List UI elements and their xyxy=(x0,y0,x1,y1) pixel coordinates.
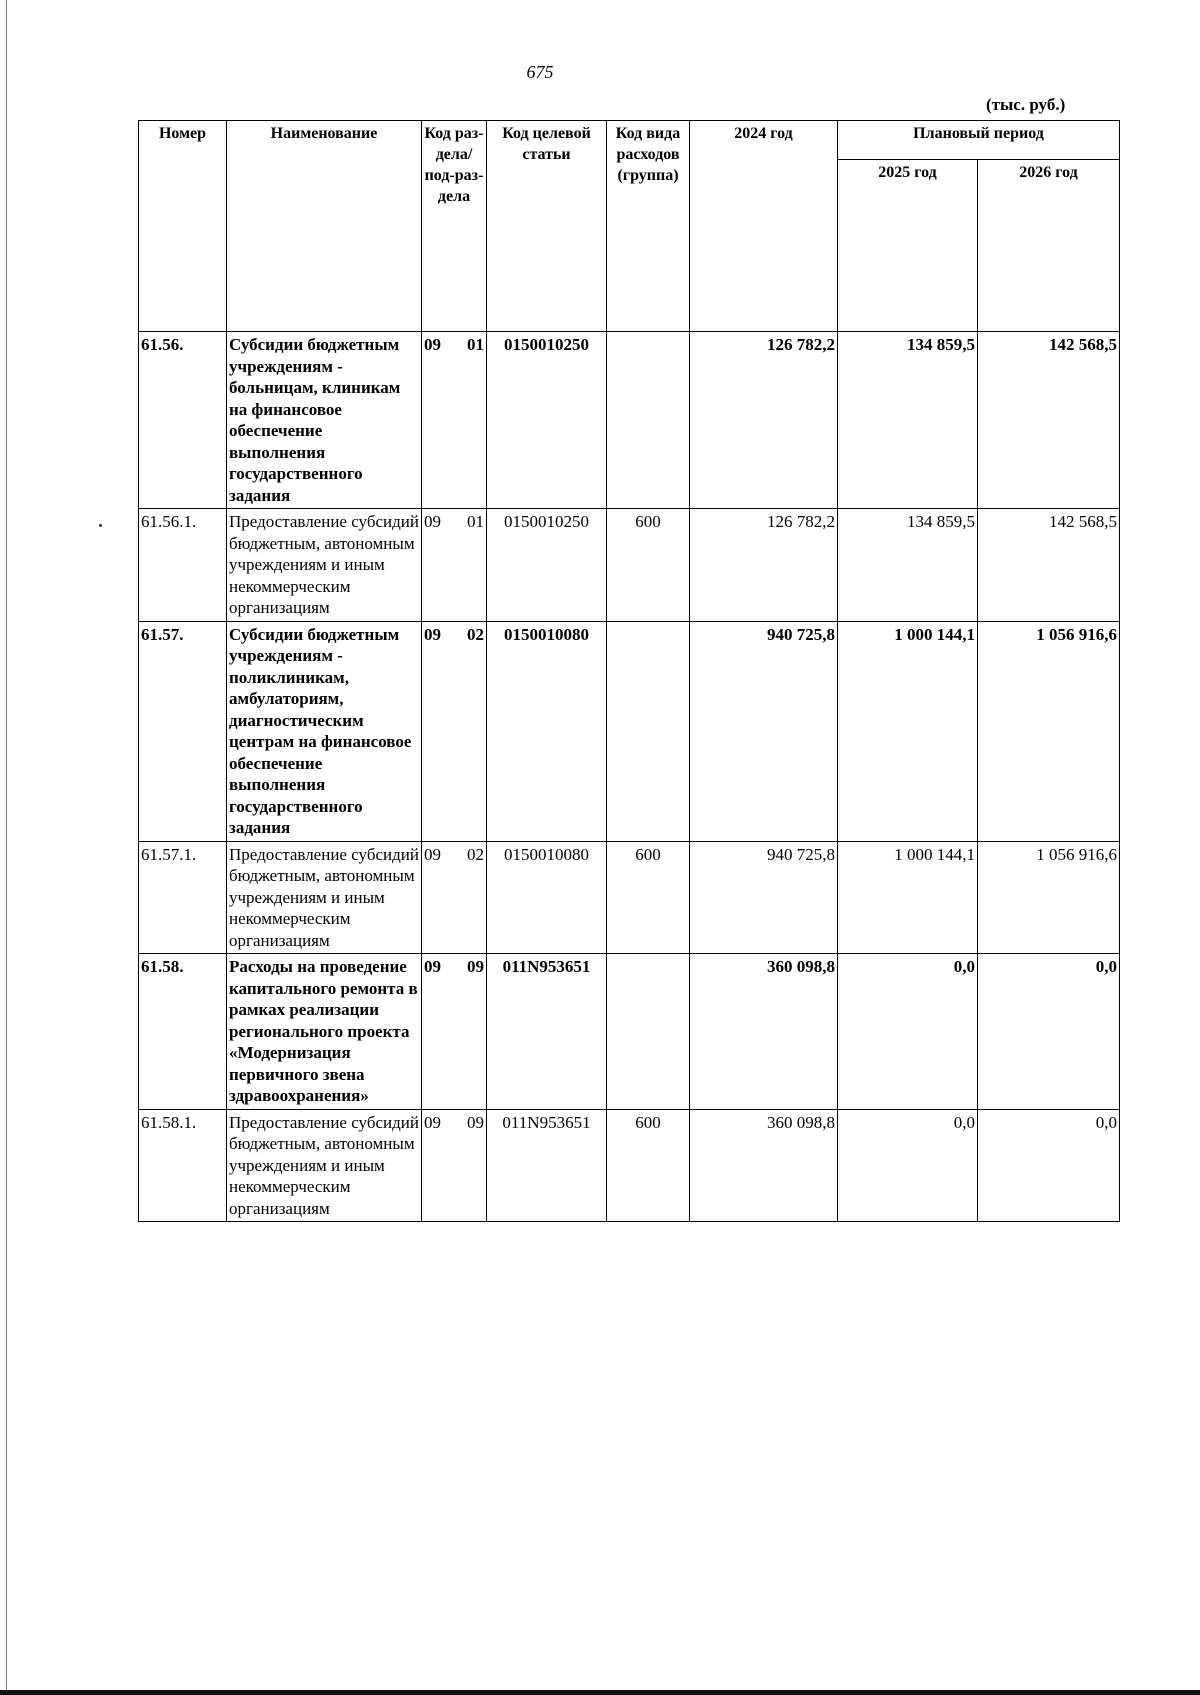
row-subsection: 09 xyxy=(467,957,484,976)
table-row xyxy=(139,332,1120,509)
row-target-code: 0150010080 xyxy=(487,621,607,841)
row-section-code xyxy=(422,954,487,1110)
row-2024: 360 098,8 xyxy=(690,1109,838,1222)
row-2025: 1 000 144,1 xyxy=(838,621,978,841)
row-section-code xyxy=(422,1109,487,1222)
row-section: 09 xyxy=(424,624,441,644)
row-2025: 1 000 144,1 xyxy=(838,841,978,954)
units-label: (тыс. руб.) xyxy=(986,95,1066,114)
budget-table xyxy=(138,120,1120,1222)
row-name: Предоставление субсидий бюджетным, автономным учреждениям и иным некоммерческим организациям xyxy=(227,509,422,622)
row-section-code xyxy=(422,621,487,841)
scan-artifact-dot xyxy=(99,524,102,527)
header-2024: 2024 год xyxy=(690,121,838,332)
row-name: Субсидии бюджетным учреждениям - больницам, клиникам на финансовое обеспечение выполнения государственного задания xyxy=(227,332,422,509)
table-row xyxy=(139,621,1120,841)
row-number: 61.58. xyxy=(139,954,227,1110)
row-subsection: 02 xyxy=(467,624,484,644)
row-name: Предоставление субсидий бюджетным, автономным учреждениям и иным некоммерческим организациям xyxy=(227,1109,422,1222)
row-section-code xyxy=(422,509,487,622)
row-name: Предоставление субсидий бюджетным, автономным учреждениям и иным некоммерческим организациям xyxy=(227,841,422,954)
table-body xyxy=(139,332,1120,1222)
row-section-code xyxy=(422,841,487,954)
row-expense-type xyxy=(607,621,690,841)
row-2025: 134 859,5 xyxy=(838,509,978,622)
header-planned-period: Плановый период xyxy=(838,121,1120,160)
row-subsection: 01 xyxy=(467,335,484,354)
row-subsection: 01 xyxy=(467,512,484,531)
row-number: 61.57. xyxy=(139,621,227,841)
row-expense-type: 600 xyxy=(607,509,690,622)
row-section: 09 xyxy=(424,844,441,864)
row-number: 61.57.1. xyxy=(139,841,227,954)
row-expense-type xyxy=(607,954,690,1110)
row-2026: 142 568,5 xyxy=(978,332,1120,509)
row-target-code: 0150010250 xyxy=(487,509,607,622)
row-2025: 0,0 xyxy=(838,1109,978,1222)
table-row xyxy=(139,954,1120,1110)
row-2025: 0,0 xyxy=(838,954,978,1110)
header-section-code: Код раз-дела/ под-раз-дела xyxy=(422,121,487,332)
row-section: 09 xyxy=(424,957,441,976)
page-number: 675 xyxy=(526,62,554,82)
row-subsection: 09 xyxy=(467,1112,484,1132)
row-2025: 134 859,5 xyxy=(838,332,978,509)
row-2024: 940 725,8 xyxy=(690,621,838,841)
header-target-code: Код целевой статьи xyxy=(487,121,607,332)
row-2026: 1 056 916,6 xyxy=(978,841,1120,954)
row-2024: 126 782,2 xyxy=(690,509,838,622)
row-2026: 142 568,5 xyxy=(978,509,1120,622)
row-2026: 1 056 916,6 xyxy=(978,621,1120,841)
row-2026: 0,0 xyxy=(978,1109,1120,1222)
table-row xyxy=(139,1109,1120,1222)
header-number: Номер xyxy=(139,121,227,332)
scan-edge-line xyxy=(6,0,7,1690)
row-section: 09 xyxy=(424,335,441,354)
row-section-code xyxy=(422,332,487,509)
row-target-code: 0150010080 xyxy=(487,841,607,954)
row-target-code: 011N953651 xyxy=(487,954,607,1110)
row-section: 09 xyxy=(424,1112,441,1132)
header-name: Наименование xyxy=(227,121,422,332)
row-expense-type: 600 xyxy=(607,1109,690,1222)
row-target-code: 011N953651 xyxy=(487,1109,607,1222)
table-row xyxy=(139,841,1120,954)
row-name: Субсидии бюджетным учреждениям - поликлиникам, амбулаториям, диагностическим центрам на финансовое обеспечение выполнения государственного задания xyxy=(227,621,422,841)
header-expense-type: Код вида расходов (группа) xyxy=(607,121,690,332)
row-expense-type: 600 xyxy=(607,841,690,954)
row-name: Расходы на проведение капитального ремонта в рамках реализации регионального проекта «Модернизация первичного звена здравоохранения» xyxy=(227,954,422,1110)
table-row xyxy=(139,509,1120,622)
row-2026: 0,0 xyxy=(978,954,1120,1110)
row-number: 61.56.1. xyxy=(139,509,227,622)
row-target-code: 0150010250 xyxy=(487,332,607,509)
row-section: 09 xyxy=(424,512,441,531)
row-number: 61.58.1. xyxy=(139,1109,227,1222)
row-subsection: 02 xyxy=(467,844,484,864)
scan-bottom-edge xyxy=(0,1690,1200,1695)
header-2026: 2026 год xyxy=(978,160,1120,332)
row-number: 61.56. xyxy=(139,332,227,509)
row-2024: 126 782,2 xyxy=(690,332,838,509)
row-2024: 360 098,8 xyxy=(690,954,838,1110)
header-2025: 2025 год xyxy=(838,160,978,332)
row-2024: 940 725,8 xyxy=(690,841,838,954)
row-expense-type xyxy=(607,332,690,509)
